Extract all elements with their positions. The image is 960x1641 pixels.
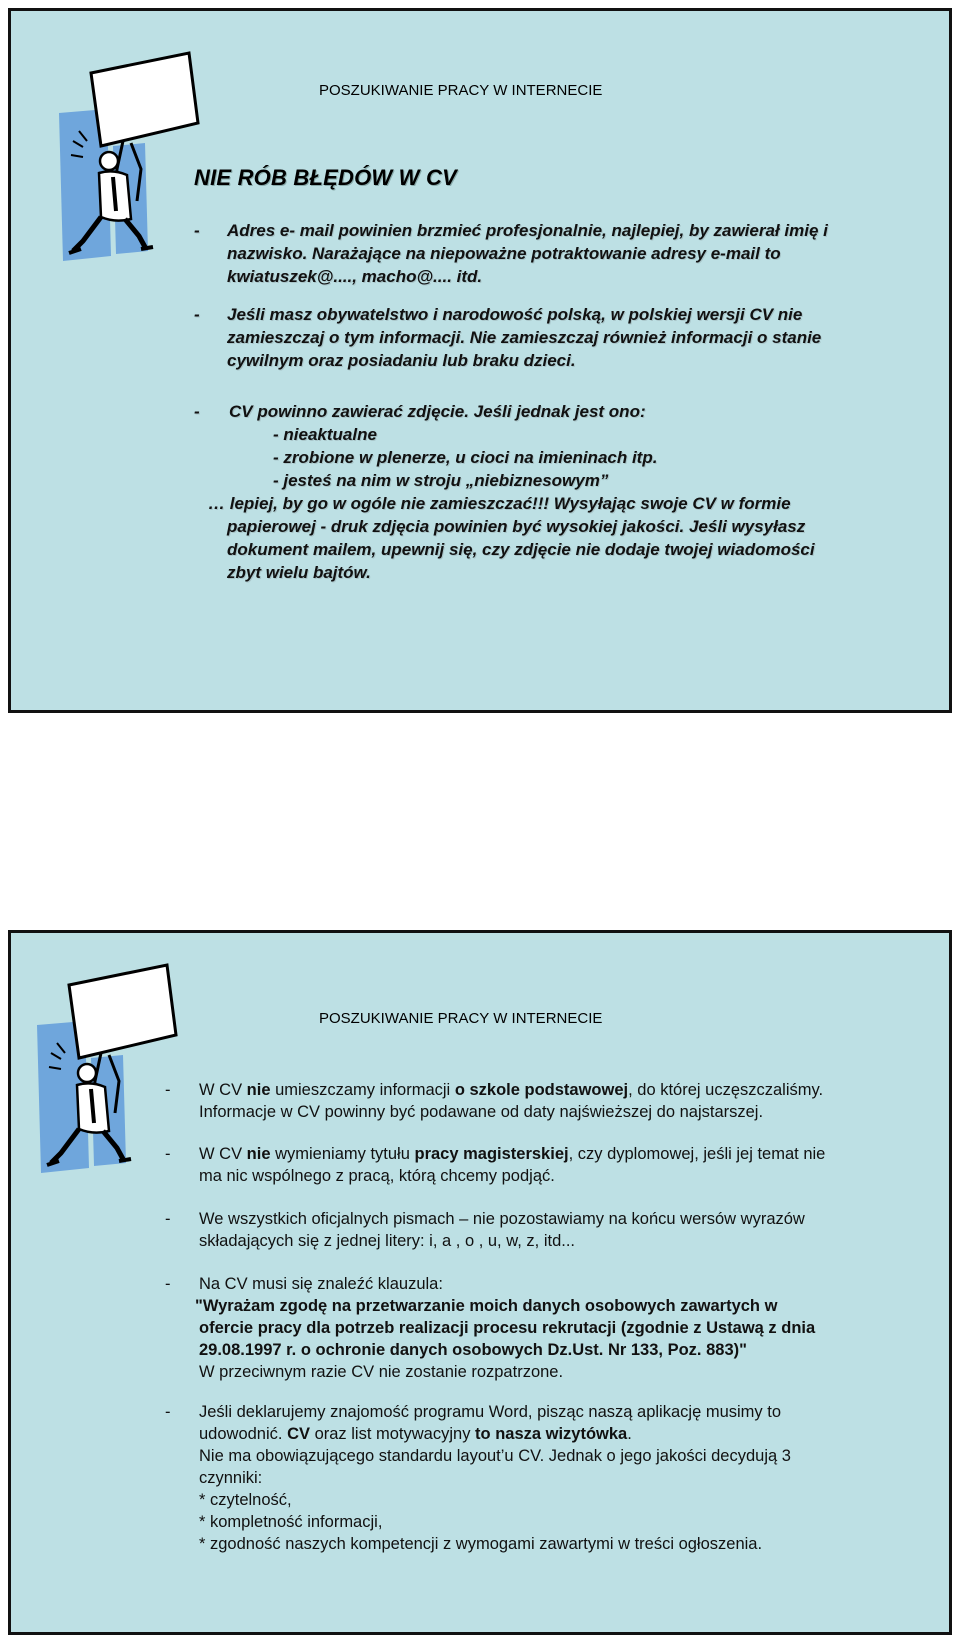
text-line: We wszystkich oficjalnych pismach – nie pozostawiamy na końcu wersów wyrazów [199, 1210, 805, 1228]
text-line: Informacje w CV powinny być podawane od daty najświeższej do najstarszej. [199, 1103, 764, 1121]
text-line: dokument mailem, upewnij się, czy zdjęcie nie dodaje twojej wiadomości [227, 540, 815, 559]
bullet-photo-lead: CV powinno zawierać zdjęcie. Jeśli jednak jest ono: [229, 402, 646, 421]
text-line: W CV nie wymieniamy tytułu pracy magisterskiej, czy dyplomowej, jeśli jej temat nie [199, 1145, 826, 1163]
text-line: - jesteś na nim w stroju „niebiznesowym” [273, 471, 609, 490]
bullet-dash: - [165, 1081, 171, 1099]
text-line: - zrobione w plenerze, u cioci na imieninach itp. [273, 448, 658, 467]
bullet-dash: - [165, 1275, 171, 1293]
slide-2 [8, 930, 952, 1635]
bullet-clause [195, 1273, 815, 1383]
bullet-dash: - [194, 402, 200, 421]
text-line: kwiatuszek@...., macho@.... itd. [227, 267, 483, 286]
bullet-dash: - [165, 1145, 171, 1163]
bullet-dash: - [165, 1403, 171, 1421]
text-line: cywilnym oraz posiadaniu lub braku dzieci. [227, 351, 576, 370]
man-holding-sign-clipart [53, 51, 213, 266]
clause-line: 29.08.1997 r. o ochronie danych osobowych Dz.Ust. Nr 133, Poz. 883)" [199, 1341, 747, 1359]
text-line: Nie ma obowiązującego standardu layout’u CV. Jednak o jego jakości decydują 3 [199, 1447, 791, 1465]
slide-header: POSZUKIWANIE PRACY W INTERNECIE [319, 82, 603, 99]
text-line: … lepiej, by go w ogóle nie zamieszczać!!! Wysyłając swoje CV w formie [208, 494, 791, 513]
bullet-single-letters [199, 1208, 805, 1252]
slide-1 [8, 8, 952, 713]
text-line: papierowej - druk zdjęcia powinien być wysokiej jakości. Jeśli wysyłasz [227, 517, 806, 536]
text-line: Adres e- mail powinien brzmieć profesjonalnie, najlepiej, by zawierał imię i [227, 221, 828, 240]
text-line: Jeśli deklarujemy znajomość programu Word, pisząc naszą aplikację musimy to [199, 1403, 782, 1421]
text-line: zbyt wielu bajtów. [227, 563, 371, 582]
clause-line: ofercie pracy dla potrzeb realizacji procesu rekrutacji (zgodnie z Ustawą z dnia [199, 1319, 816, 1337]
text-line: udowodnić. CV oraz list motywacyjny to nasza wizytówka. [199, 1425, 632, 1443]
text-line: czynniki: [199, 1469, 263, 1487]
text-line: ma nic wspólnego z pracą, którą chcemy podjąć. [199, 1167, 555, 1185]
bullet-word-skills [199, 1401, 791, 1555]
bullet-dash: - [194, 305, 200, 324]
text-line: W przeciwnym razie CV nie zostanie rozpatrzone. [199, 1363, 564, 1381]
text-line: - nieaktualne [273, 425, 377, 444]
text-line: Jeśli masz obywatelstwo i narodowość polską, w polskiej wersji CV nie [227, 305, 803, 324]
list-item: * kompletność informacji, [199, 1513, 383, 1531]
slide-header: POSZUKIWANIE PRACY W INTERNECIE [319, 1010, 603, 1027]
list-item: * zgodność naszych kompetencji z wymogami zawartymi w treści ogłoszenia. [199, 1535, 763, 1553]
bullet-email [227, 219, 828, 288]
text-line: zamieszczaj o tym informacji. Nie zamieszczaj również informacji o stanie [227, 328, 822, 347]
bullet-photo-sublist [273, 423, 657, 492]
bullet-dash: - [165, 1210, 171, 1228]
text-line: składających się z jednej litery: i, a , o , u, w, z, itd... [199, 1232, 575, 1250]
bullet-photo-rest [208, 492, 815, 584]
slide-title: NIE RÓB BŁĘDÓW W CV [194, 165, 457, 190]
list-item: * czytelność, [199, 1491, 292, 1509]
text-line: W CV nie umieszczamy informacji o szkole podstawowej, do której uczęszczaliśmy. [199, 1081, 824, 1099]
bullet-primary-school [199, 1079, 823, 1123]
bullet-thesis [199, 1143, 825, 1187]
bullet-citizenship [227, 303, 821, 372]
clause-line: "Wyrażam zgodę na przetwarzanie moich danych osobowych zawartych w [195, 1297, 778, 1315]
text-line: Na CV musi się znaleźć klauzula: [199, 1275, 443, 1293]
bullet-dash: - [194, 221, 200, 240]
text-line: nazwisko. Narażające na niepoważne potraktowanie adresy e-mail to [227, 244, 781, 263]
